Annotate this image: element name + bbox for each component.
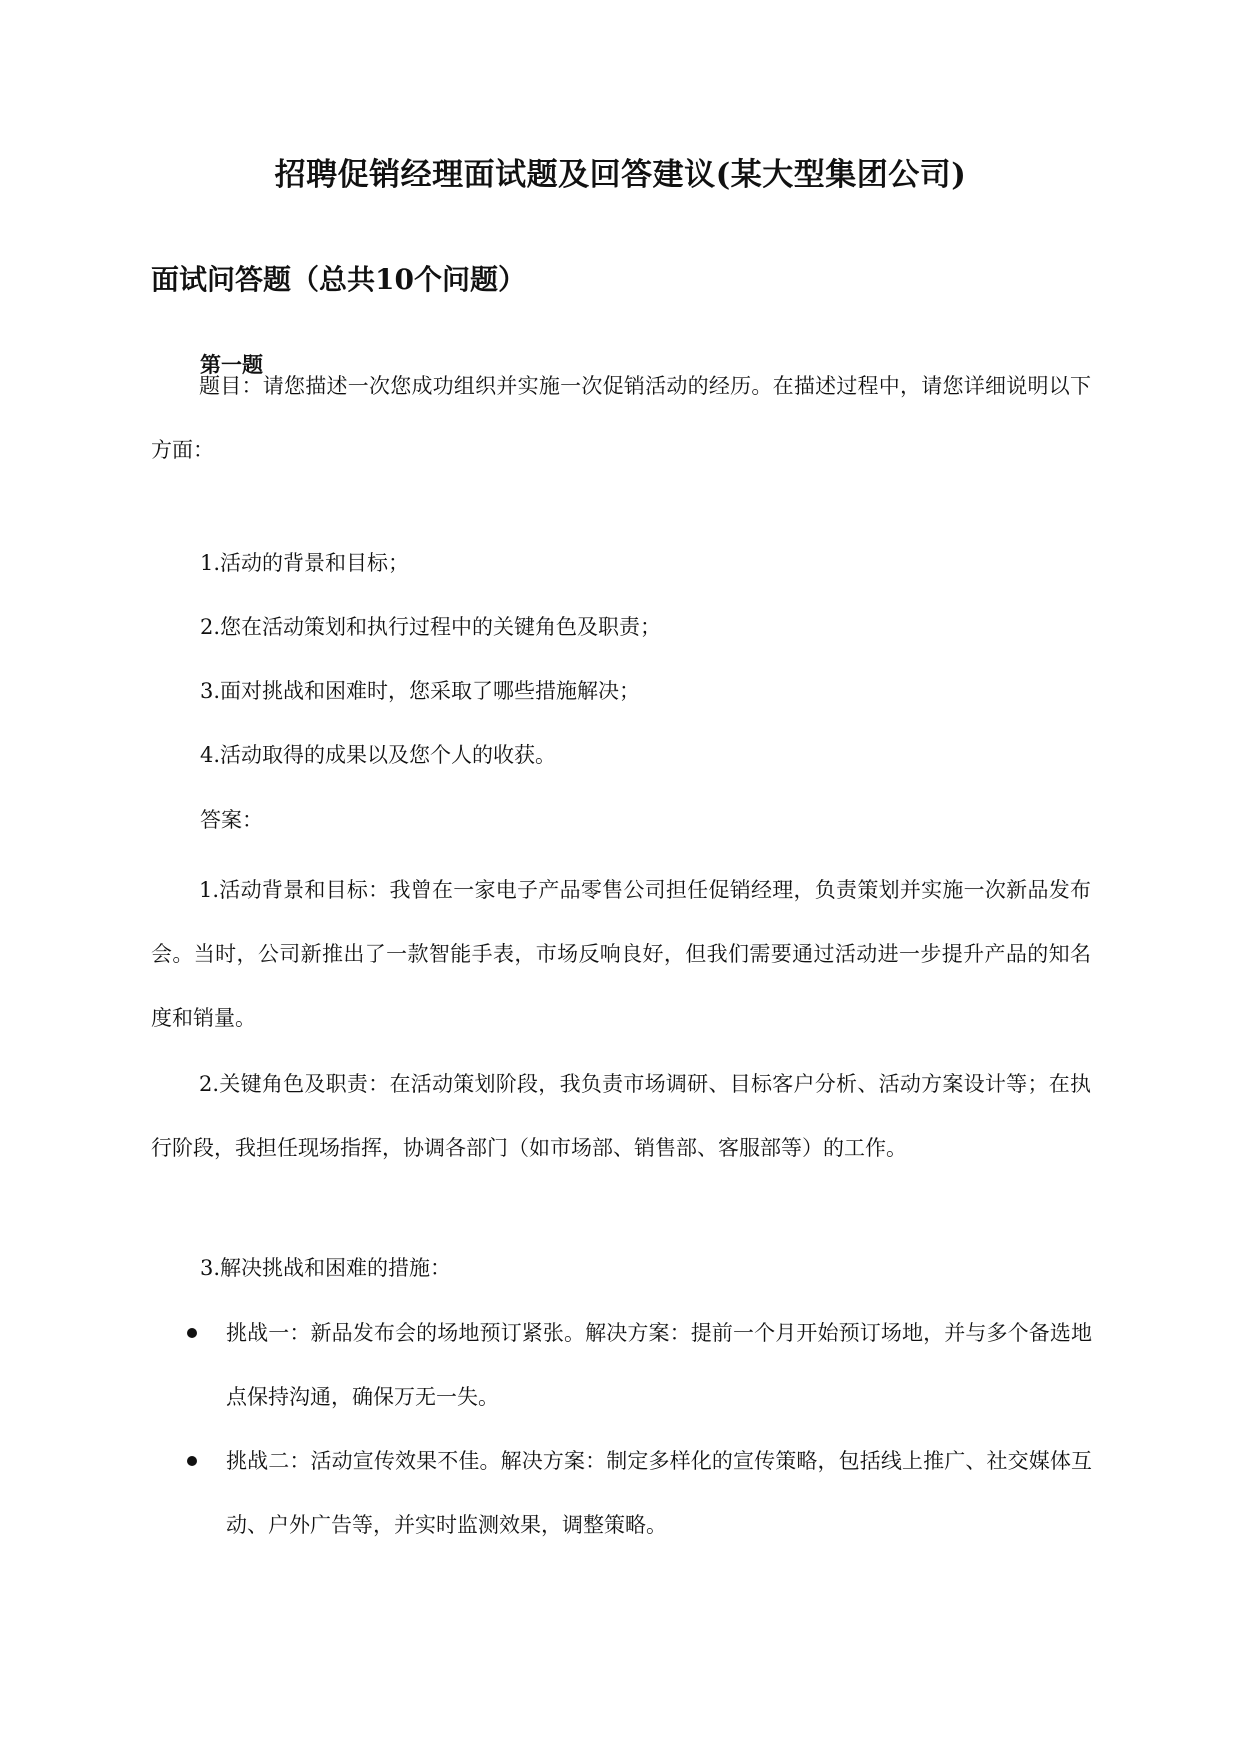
bullet-dot-1 bbox=[187, 1328, 197, 1338]
bullet-item-2: 挑战二：活动宣传效果不佳。解决方案：制定多样化的宣传策略，包括线上推广、社交媒体互动、户外广告等，并实时监测效果，调整策略。 bbox=[226, 1449, 1092, 1537]
question-item-4: 4.活动取得的成果以及您个人的收获。 bbox=[200, 743, 557, 767]
bullet-item-1: 挑战一：新品发布会的场地预订紧张。解决方案：提前一个月开始预订场地，并与多个备选地点保持沟通，确保万无一失。 bbox=[226, 1321, 1092, 1409]
bullet-dot-2 bbox=[187, 1456, 197, 1466]
answer-label: 答案： bbox=[200, 808, 263, 832]
question-item-1: 1.活动的背景和目标； bbox=[200, 551, 410, 575]
question-prompt: 题目：请您描述一次您成功组织并实施一次促销活动的经历。在描述过程中，请您详细说明以下方面： bbox=[151, 374, 1091, 462]
question-item-2: 2.您在活动策划和执行过程中的关键角色及职责； bbox=[200, 615, 662, 639]
answer-paragraph-3-label: 3.解决挑战和困难的措施： bbox=[200, 1256, 452, 1280]
question-item-3: 3.面对挑战和困难时，您采取了哪些措施解决； bbox=[200, 679, 641, 703]
question-heading: 第一题 bbox=[200, 352, 263, 377]
section-heading: 面试问答题（总共10个问题） bbox=[151, 263, 526, 296]
answer-paragraph-2: 2.关键角色及职责：在活动策划阶段，我负责市场调研、目标客户分析、活动方案设计等；在执行阶段，我担任现场指挥，协调各部门（如市场部、销售部、客服部等）的工作。 bbox=[151, 1072, 1091, 1160]
document-title: 招聘促销经理面试题及回答建议(某大型集团公司) bbox=[274, 157, 967, 193]
answer-paragraph-1: 1.活动背景和目标：我曾在一家电子产品零售公司担任促销经理，负责策划并实施一次新品发布会。当时，公司新推出了一款智能手表，市场反响良好，但我们需要通过活动进一步提升产品的知名度和销量。 bbox=[151, 878, 1091, 1030]
